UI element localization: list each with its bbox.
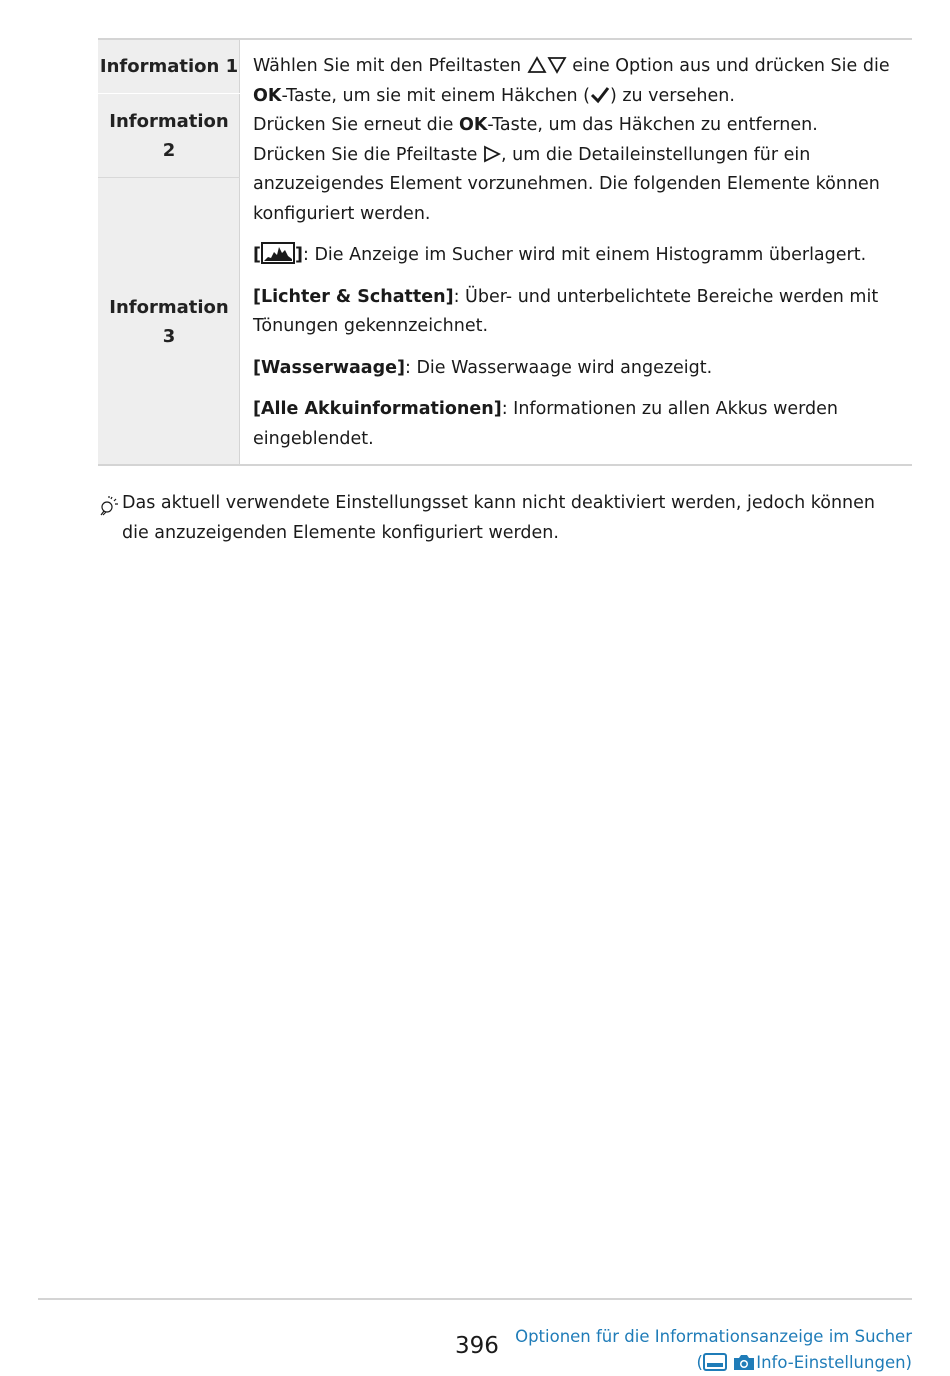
triangle-right-icon [483, 145, 501, 165]
section-link-subtitle[interactable]: Info-Einstellungen) [756, 1353, 912, 1372]
table-label-column [98, 40, 240, 464]
list-item-battery-info [253, 395, 903, 454]
triangle-down-icon [547, 56, 567, 76]
label-information-3-text: Information [109, 297, 229, 318]
tip-note [98, 489, 898, 548]
instruction-text: eine Option aus und drücken Sie die [572, 56, 890, 76]
label-information-2-text: Information [109, 110, 229, 132]
settings-table [98, 38, 912, 466]
item-term: [Wasserwaage] [253, 357, 405, 378]
instruction-text: Wählen Sie mit den Pfeiltasten [253, 56, 522, 76]
tip-note-text: Das aktuell verwendete Einstellungsset kann nicht deaktiviert werden, jedoch können die anzuzeigenden Elemente konfiguriert werden. [122, 493, 875, 543]
list-item-highlights-shadows [253, 283, 903, 342]
item-description: : Informationen zu allen Akkus werden eingeblendet. [253, 399, 839, 449]
instruction-text: ) zu versehen. [609, 85, 735, 106]
instruction-text: -Taste, um sie mit einem Häkchen ( [281, 85, 590, 106]
ok-key-label: OK [458, 115, 488, 135]
item-term: [Alle Akkuinformationen] [253, 399, 502, 419]
label-information-3 [98, 178, 240, 466]
label-information-3-number: 3 [162, 326, 176, 347]
ok-key-label: OK [253, 85, 282, 106]
instructions-paragraph [253, 52, 903, 229]
footer-divider [38, 1298, 912, 1300]
item-description: : Die Anzeige im Sucher wird mit einem Histogramm überlagert. [303, 245, 867, 265]
histogram-icon [261, 245, 295, 265]
section-link-title[interactable]: Optionen für die Informationsanzeige im Sucher [515, 1327, 912, 1346]
instruction-text: , um die Detaileinstellungen für ein anzuzeigendes Element vorzunehmen. Die folgenden Elemente können konfiguriert werden. [253, 144, 880, 224]
checkmark-icon [590, 86, 610, 106]
list-item-histogram [253, 241, 903, 271]
item-description: : Über- und unterbelichtete Bereiche werden mit Tönungen gekennzeichnet. [253, 286, 879, 336]
item-bracket: [ [253, 245, 261, 265]
section-link-paren[interactable]: ( [696, 1353, 703, 1372]
label-information-2-number: 2 [162, 139, 176, 161]
instruction-text: -Taste, um das Häkchen zu entfernen. [487, 115, 818, 135]
table-description-cell [253, 52, 903, 454]
triangle-up-icon [527, 56, 547, 76]
label-information-2 [98, 94, 240, 178]
instruction-text: Drücken Sie die Pfeiltaste [253, 144, 478, 165]
label-information-1-text: Information 1 [99, 56, 239, 77]
camera-icon [732, 1353, 756, 1372]
page-number: 396 [455, 1333, 499, 1359]
instruction-text: Drücken Sie erneut die [253, 115, 454, 135]
tip-icon [98, 495, 120, 528]
item-description: : Die Wasserwaage wird angezeigt. [405, 357, 713, 378]
item-bracket: ] [295, 245, 303, 265]
viewfinder-icon [703, 1353, 727, 1372]
item-term: [Lichter & Schatten] [253, 286, 454, 307]
section-link[interactable] [515, 1324, 912, 1376]
list-item-level-gauge [253, 354, 903, 384]
label-information-1 [98, 40, 240, 94]
